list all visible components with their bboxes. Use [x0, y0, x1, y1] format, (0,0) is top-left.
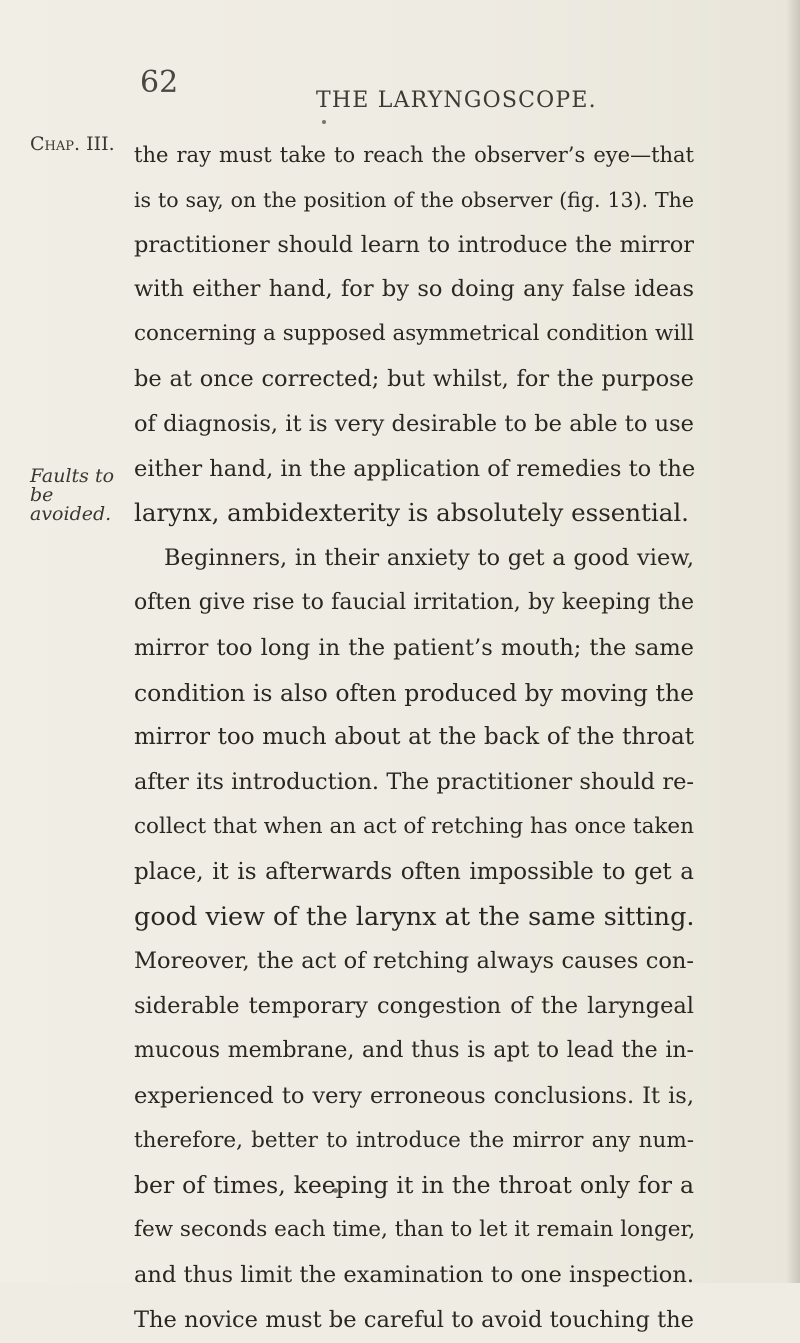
text-line: ber of times, keeping it in the throat only for a — [134, 1171, 694, 1200]
text-line: mirror too much about at the back of the throat — [134, 724, 694, 751]
text-line: The novice must be careful to avoid touching the — [134, 1306, 694, 1333]
text-line: mucous membrane, and thus is apt to lead the in- — [134, 1037, 694, 1063]
margin-note-line: Faults to be — [30, 465, 115, 506]
text-line: of diagnosis, it is very desirable to be able to use — [134, 410, 694, 437]
text-line: practitioner should learn to introduce the mirror — [134, 231, 694, 258]
page-edge-shadow — [786, 0, 800, 1283]
page-number: 62 — [140, 65, 179, 100]
margin-note-line: avoided. — [30, 503, 112, 525]
text-line: with either hand, for by so doing any false ideas — [134, 276, 694, 303]
text-line: Beginners, in their anxiety to get a good view, — [164, 545, 694, 572]
text-line: good view of the larynx at the same sitting. — [134, 901, 695, 932]
running-title: THE LARYNGOSCOPE. — [316, 88, 597, 113]
margin-chapter-label: Chap. III. — [30, 133, 115, 155]
margin-note — [30, 467, 125, 524]
ink-speck — [322, 120, 326, 124]
text-line: be at once corrected; but whilst, for the purpose — [134, 365, 694, 392]
text-line: place, it is afterwards often impossible to get a — [134, 858, 694, 885]
text-line: condition is also often produced by moving the — [134, 678, 694, 707]
text-line: larynx, ambidexterity is absolutely essential. — [134, 498, 689, 528]
text-line: and thus limit the examination to one inspection. — [134, 1261, 694, 1288]
text-line: siderable temporary congestion of the laryngeal — [134, 993, 694, 1020]
text-line: either hand, in the application of remedies to the — [134, 455, 696, 482]
text-line: Moreover, the act of retching always causes con- — [134, 948, 694, 975]
text-line: mirror too long in the patient’s mouth; the same — [134, 634, 694, 661]
text-line: experienced to very erroneous conclusions. It is, — [134, 1082, 694, 1109]
text-line: collect that when an act of retching has once taken — [134, 813, 694, 839]
text-line: is to say, on the position of the observer (fig. 13). The — [134, 187, 694, 212]
text-line: after its introduction. The practitioner should re- — [134, 769, 694, 796]
text-line: often give rise to faucial irritation, by keeping the — [134, 589, 694, 615]
text-line: therefore, better to introduce the mirror any num- — [134, 1127, 694, 1153]
text-line: concerning a supposed asymmetrical condition will — [134, 321, 694, 347]
text-line: the ray must take to reach the observer’s eye—that — [134, 143, 694, 167]
body-text — [134, 133, 694, 1343]
text-line: few seconds each time, than to let it remain longer, — [134, 1217, 696, 1243]
